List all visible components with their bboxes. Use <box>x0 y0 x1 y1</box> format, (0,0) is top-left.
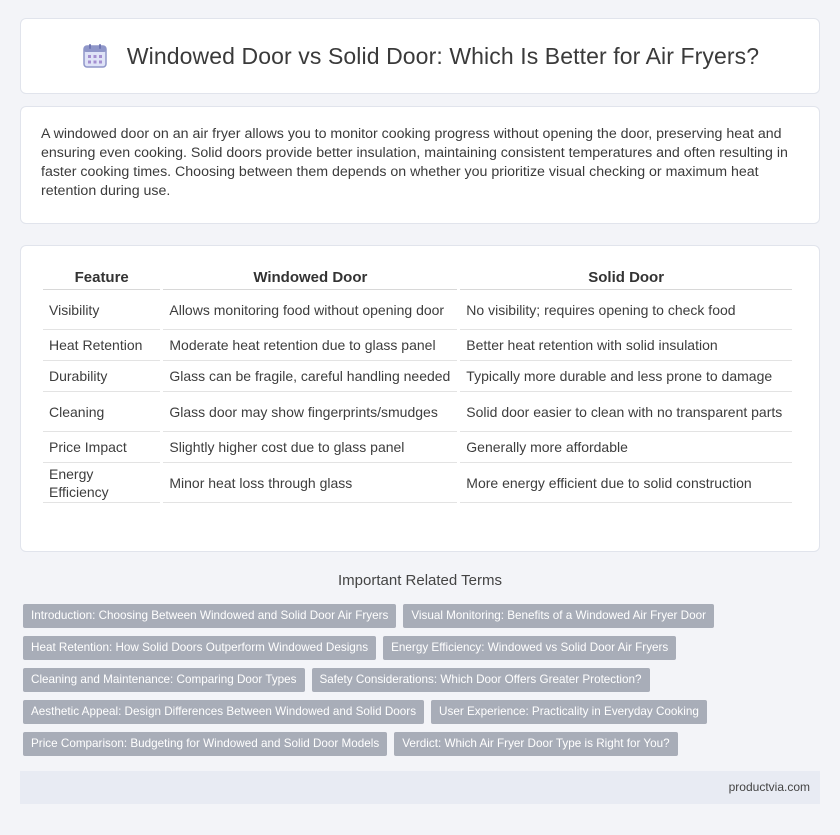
solid-cell: No visibility; requires opening to check food <box>460 290 792 330</box>
solid-cell: Better heat retention with solid insulation <box>460 330 792 361</box>
feature-cell: Energy Efficiency <box>43 463 160 503</box>
comparison-table <box>40 262 795 503</box>
table-row <box>43 463 792 503</box>
feature-cell: Heat Retention <box>43 330 160 361</box>
column-header: Feature <box>43 262 160 290</box>
term-tag[interactable]: Heat Retention: How Solid Doors Outperform Windowed Designs <box>23 636 376 660</box>
feature-cell: Durability <box>43 361 160 392</box>
related-terms-title: Important Related Terms <box>338 572 502 589</box>
windowed-cell: Moderate heat retention due to glass panel <box>163 330 457 361</box>
table-row <box>43 361 792 392</box>
term-tag[interactable]: User Experience: Practicality in Everyday Cooking <box>431 700 707 724</box>
solid-cell: More energy efficient due to solid construction <box>460 463 792 503</box>
table-row <box>43 432 792 463</box>
title-card <box>20 18 820 94</box>
windowed-cell: Slightly higher cost due to glass panel <box>163 432 457 463</box>
feature-cell: Price Impact <box>43 432 160 463</box>
term-tag[interactable]: Safety Considerations: Which Door Offers Greater Protection? <box>312 668 650 692</box>
feature-cell: Cleaning <box>43 392 160 432</box>
windowed-cell: Minor heat loss through glass <box>163 463 457 503</box>
feature-cell: Visibility <box>43 290 160 330</box>
footer <box>20 771 820 804</box>
term-tag[interactable]: Verdict: Which Air Fryer Door Type is Right for You? <box>394 732 677 756</box>
windowed-cell: Glass door may show fingerprints/smudges <box>163 392 457 432</box>
intro-card <box>20 106 820 224</box>
windowed-cell: Allows monitoring food without opening door <box>163 290 457 330</box>
table-row <box>43 392 792 432</box>
term-tag[interactable]: Visual Monitoring: Benefits of a Windowed Air Fryer Door <box>403 604 714 628</box>
solid-cell: Solid door easier to clean with no transparent parts <box>460 392 792 432</box>
term-tag[interactable]: Aesthetic Appeal: Design Differences Between Windowed and Solid Doors <box>23 700 424 724</box>
term-tag[interactable]: Introduction: Choosing Between Windowed and Solid Door Air Fryers <box>23 604 396 628</box>
table-header-row <box>43 262 792 290</box>
term-tag[interactable]: Price Comparison: Budgeting for Windowed and Solid Door Models <box>23 732 387 756</box>
column-header: Windowed Door <box>163 262 457 290</box>
table-row <box>43 330 792 361</box>
solid-cell: Typically more durable and less prone to damage <box>460 361 792 392</box>
related-terms <box>23 604 823 764</box>
intro-text: A windowed door on an air fryer allows you to monitor cooking progress without opening the door, preserving heat and ensuring even cooking. Solid doors provide better insulation, maintaining consistent temperatures and often resulting in faster cooking times. Choosing between them depends on whether you prioritize visual checking or maximum heat retention during use. <box>41 126 788 199</box>
calendar-icon <box>81 42 109 70</box>
term-tag[interactable]: Cleaning and Maintenance: Comparing Door Types <box>23 668 305 692</box>
windowed-cell: Glass can be fragile, careful handling needed <box>163 361 457 392</box>
page-title: Windowed Door vs Solid Door: Which Is Better for Air Fryers? <box>126 42 760 69</box>
table-row <box>43 290 792 330</box>
comparison-card <box>20 245 820 552</box>
solid-cell: Generally more affordable <box>460 432 792 463</box>
column-header: Solid Door <box>460 262 792 290</box>
term-tag[interactable]: Energy Efficiency: Windowed vs Solid Door Air Fryers <box>383 636 676 660</box>
source-link[interactable]: productvia.com <box>728 780 810 794</box>
